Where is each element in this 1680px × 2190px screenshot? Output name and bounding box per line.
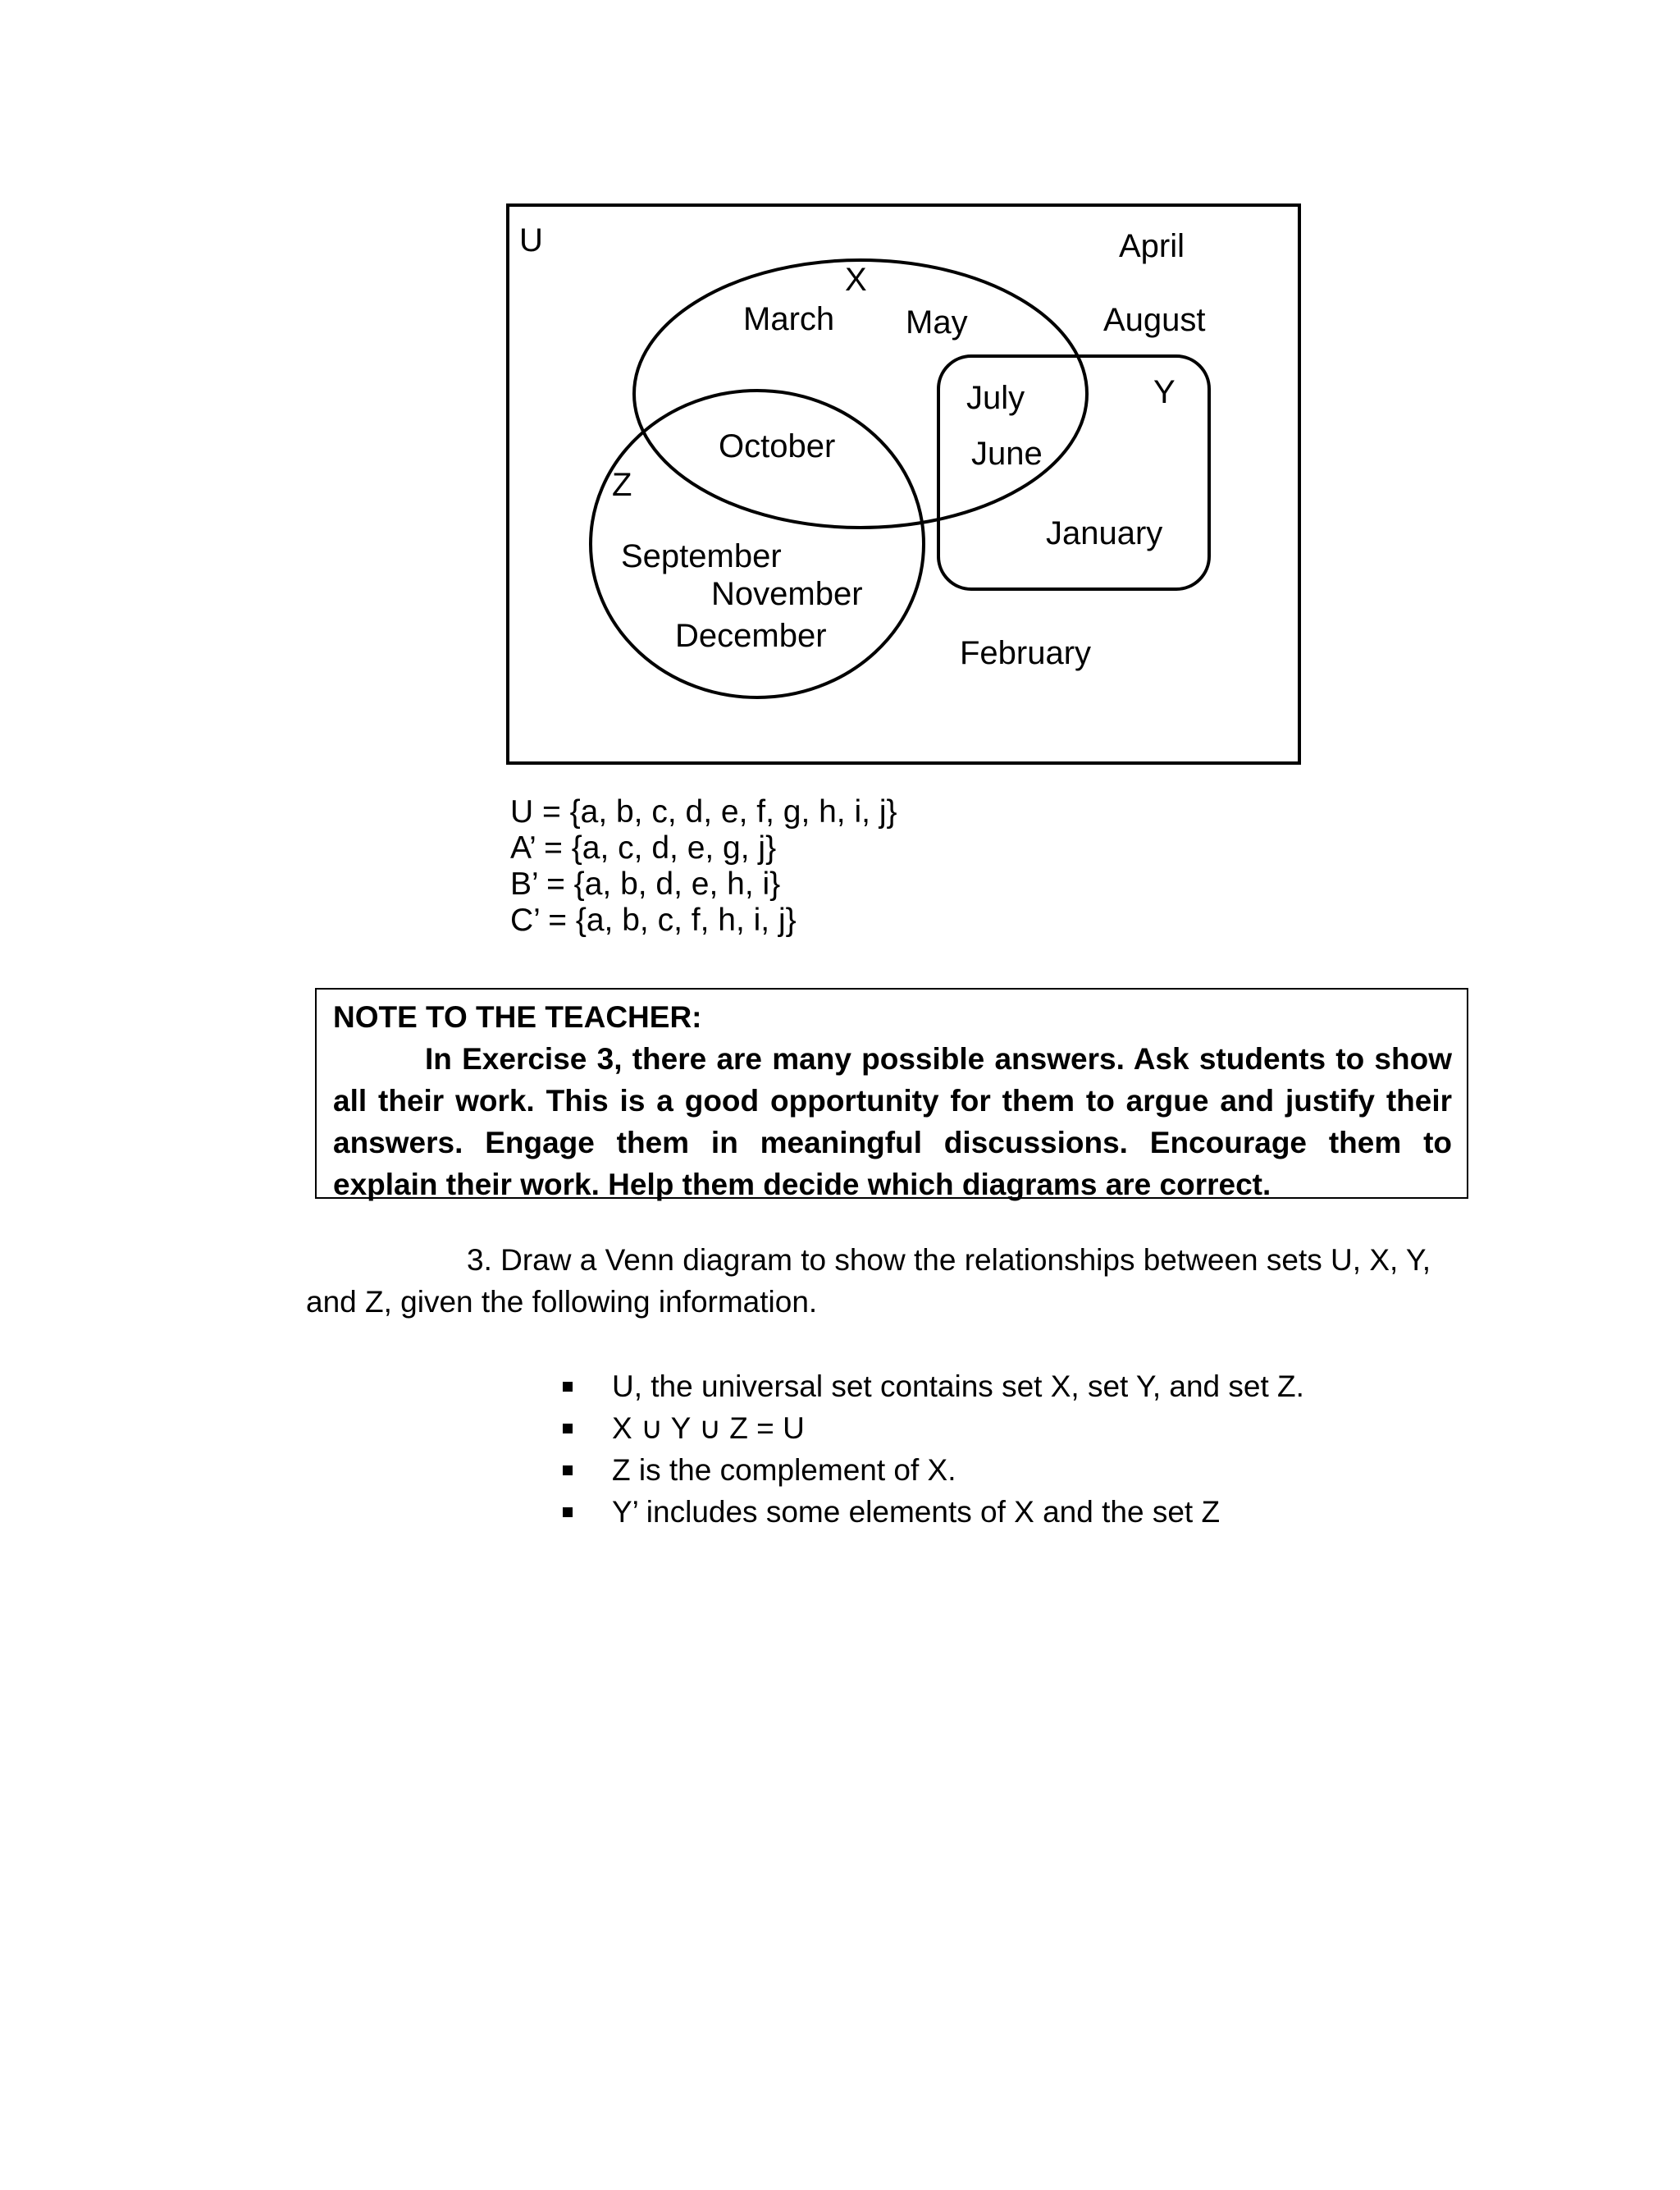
label-z: Z	[612, 467, 632, 503]
list-item	[559, 1449, 1304, 1491]
set-definition-u: U = {a, b, c, d, e, f, g, h, i, j}	[510, 794, 897, 830]
square-bullet-icon	[563, 1382, 573, 1392]
list-item	[559, 1365, 1304, 1407]
label-y: Y	[1153, 374, 1176, 410]
set-definition-c-complement: C’ = {a, b, c, f, h, i, j}	[510, 903, 797, 938]
list-item	[559, 1407, 1304, 1449]
label-x: X	[845, 262, 867, 298]
element-january: January	[1046, 515, 1163, 551]
square-bullet-icon	[563, 1465, 573, 1475]
list-item	[559, 1491, 1304, 1533]
teacher-note-title: NOTE TO THE TEACHER:	[333, 1000, 702, 1034]
teacher-note-body: In Exercise 3, there are many possible answers. Ask students to show all their work. This is a good opportunity for them to argue and justify their answers. Engage them in meaningful discussions. Encourage them to explain their work. Help them decide which diagrams are correct.	[333, 1042, 1452, 1201]
element-september: September	[621, 538, 782, 574]
element-april: April	[1119, 228, 1185, 264]
exercise-prompt-line-1: 3. Draw a Venn diagram to show the relationships between sets U, X, Y,	[467, 1243, 1431, 1277]
square-bullet-icon	[563, 1507, 573, 1517]
list-item-text: U, the universal set contains set X, set Y, and set Z.	[612, 1369, 1304, 1403]
exercise-prompt-line-2: and Z, given the following information.	[306, 1285, 818, 1319]
given-information-list	[559, 1365, 1304, 1533]
teacher-note-box	[315, 988, 1468, 1199]
element-october: October	[719, 428, 836, 464]
element-july: July	[966, 380, 1025, 416]
set-definitions	[510, 794, 897, 939]
exercise-prompt	[306, 1239, 1471, 1323]
set-definition-a-complement: A’ = {a, c, d, e, g, j}	[510, 830, 777, 866]
element-march: March	[743, 301, 835, 337]
element-june: June	[971, 436, 1043, 472]
element-november: November	[711, 576, 863, 612]
set-definition-b-complement: B’ = {a, b, d, e, h, i}	[510, 866, 781, 902]
element-august: August	[1103, 302, 1206, 338]
square-bullet-icon	[563, 1424, 573, 1433]
list-item-text: Z is the complement of X.	[612, 1453, 956, 1487]
element-february: February	[960, 635, 1092, 671]
element-may: May	[906, 304, 968, 341]
list-item-text: Y’ includes some elements of X and the set Z	[612, 1495, 1221, 1529]
label-u: U	[519, 222, 543, 258]
list-item-text: X ∪ Y ∪ Z = U	[612, 1411, 805, 1445]
element-december: December	[675, 618, 827, 654]
